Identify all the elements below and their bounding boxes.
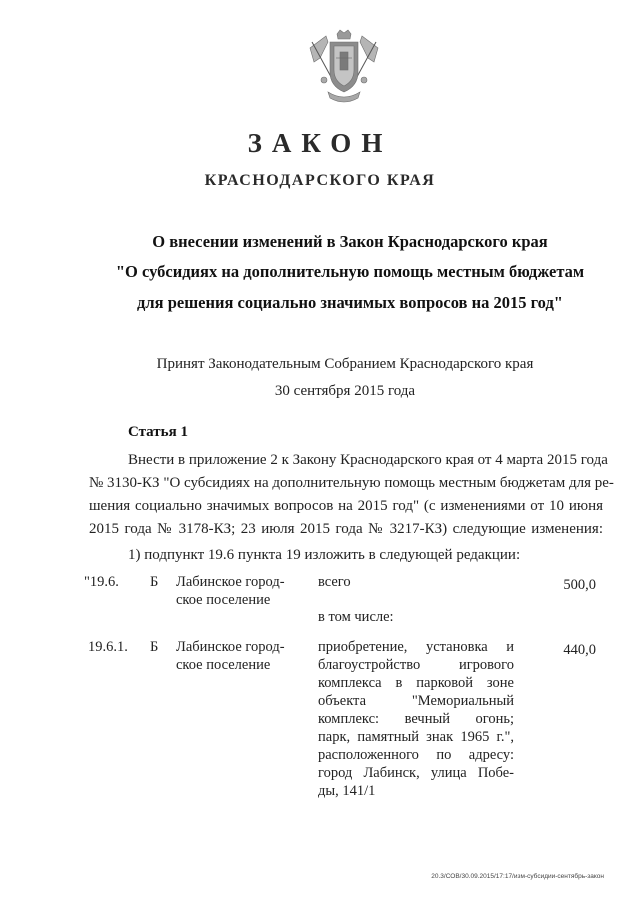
row-purpose (318, 638, 514, 800)
article-intro-line: шения социально значимых вопросов на 2015 год" (с изменениями от 10 июня (89, 498, 603, 514)
purpose-line: комплекс: вечный огонь; (318, 711, 514, 727)
purpose-line: благоустройство игрового (318, 657, 514, 673)
settlement-line: ское поселение (176, 592, 271, 608)
article-title: Статья 1 (128, 424, 188, 440)
settlement-line: ское поселение (176, 657, 271, 673)
item-1-text: 1) подпункт 19.6 пункта 19 изложить в следующей редакции: (128, 547, 521, 563)
row-purpose: всего (318, 574, 351, 590)
row-settlement (176, 638, 285, 674)
row-amount: 440,0 (563, 642, 596, 658)
row-number: 19.6.1. (88, 639, 128, 655)
purpose-line: город Лабинск, улица Побе- (318, 765, 514, 781)
adoption-body: Принят Законодательным Собранием Краснодарского края (156, 356, 534, 372)
article-intro-line: № 3130-КЗ "О субсидиях на дополнительную помощь местным бюджетам для ре- (89, 475, 614, 491)
settlement-line: Лабинское город- (176, 639, 285, 655)
row-settlement (176, 573, 285, 609)
adoption-date: 30 сентября 2015 года (274, 383, 416, 399)
row-purpose: в том числе: (318, 609, 394, 625)
row-letter: Б (150, 574, 159, 590)
row-number: "19.6. (84, 574, 119, 590)
row-amount: 500,0 (563, 577, 596, 593)
coat-of-arms-icon (306, 28, 382, 108)
region-title: КРАСНОДАРСКОГО КРАЯ (204, 172, 436, 189)
law-name-line-2: "О субсидиях на дополнительную помощь местным бюджетам (115, 262, 585, 281)
row-letter: Б (150, 639, 159, 655)
purpose-line: расположенного по адресу: (318, 747, 514, 763)
purpose-line: комплекса в парковой зоне (318, 675, 514, 691)
law-title: ЗАКОН (247, 128, 393, 158)
settlement-line: Лабинское город- (176, 574, 285, 590)
purpose-line: приобретение, установка и (318, 639, 514, 655)
article-intro-line: Внести в приложение 2 к Закону Краснодарского края от 4 марта 2015 года (128, 452, 608, 468)
law-name-line-3: для решения социально значимых вопросов на 2015 год" (137, 293, 563, 312)
law-name-line-1: О внесении изменений в Закон Краснодарского края (152, 232, 548, 251)
purpose-line: парк, памятный знак 1965 г.", (318, 729, 514, 745)
document-code: 20.3/СОВ/30.09.2015/17:17/изм-субсидии-сентябрь-закон (431, 873, 604, 880)
purpose-line: ды, 141/1 (318, 783, 376, 799)
purpose-line: объекта "Мемориальный (318, 693, 514, 709)
article-intro-line: 2015 года № 3178-КЗ; 23 июля 2015 года № 3217-КЗ) следующие изменения: (89, 521, 603, 537)
